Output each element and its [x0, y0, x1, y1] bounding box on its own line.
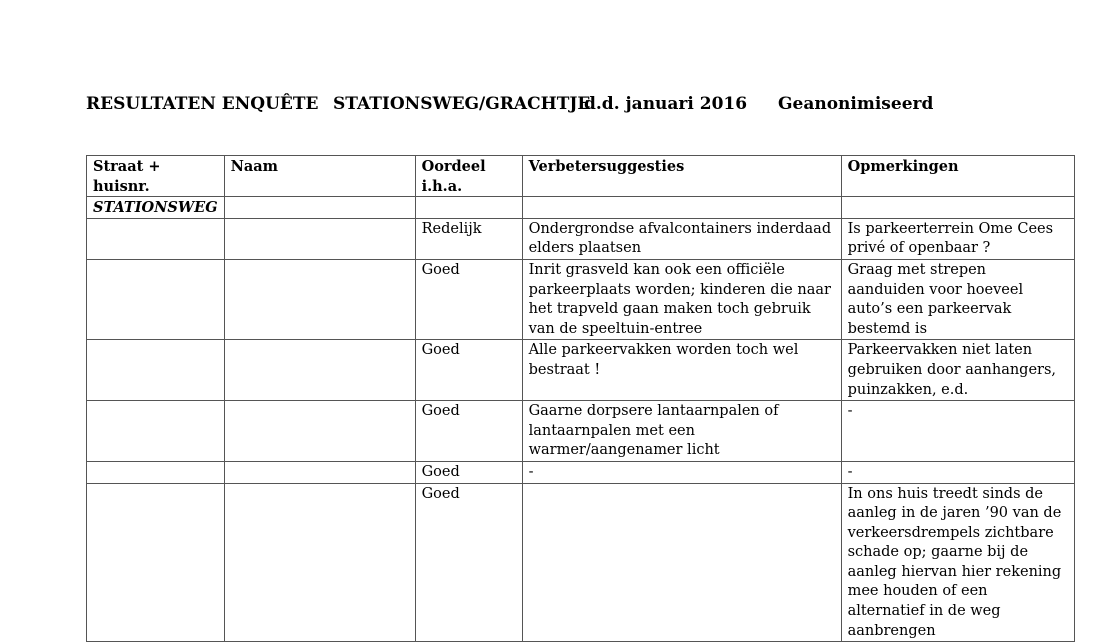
column-header-oordeel: Oordeel i.h.a.: [415, 156, 522, 197]
cell-oordeel: Redelijk: [415, 218, 522, 259]
cell-verbetersuggesties: Ondergrondse afvalcontainers inderdaad elders plaatsen: [522, 218, 841, 259]
table-row: [87, 340, 1075, 401]
empty-cell: [522, 197, 841, 219]
cell-oordeel: Goed: [415, 483, 522, 642]
cell-naam: [224, 218, 415, 259]
table-row: [87, 401, 1075, 462]
cell-opmerkingen: -: [841, 401, 1074, 462]
document-status: Geanonimiseerd: [778, 94, 934, 114]
section-row: [87, 197, 1075, 219]
table-header-row: [87, 156, 1075, 197]
cell-naam: [224, 401, 415, 462]
empty-cell: [841, 197, 1074, 219]
table-row: [87, 218, 1075, 259]
cell-oordeel: Goed: [415, 259, 522, 339]
cell-oordeel: Goed: [415, 340, 522, 401]
cell-straat: [87, 401, 225, 462]
document-date: d.d. januari 2016: [584, 94, 748, 114]
section-label: STATIONSWEG: [87, 197, 225, 219]
cell-opmerkingen: Graag met strepen aanduiden voor hoeveel auto’s een parkeervak bestemd is: [841, 259, 1074, 339]
cell-naam: [224, 340, 415, 401]
document-street: STATIONSWEG/GRACHTJE: [333, 94, 591, 114]
cell-opmerkingen: In ons huis treedt sinds de aanleg in de jaren ’90 van de verkeersdrempels zichtbare schade op; gaarne bij de aanleg hiervan hier rekening mee houden of een alternatief in de weg aanbrengen: [841, 483, 1074, 642]
cell-straat: [87, 483, 225, 642]
cell-oordeel: Goed: [415, 401, 522, 462]
cell-verbetersuggesties: Inrit grasveld kan ook een officiële parkeerplaats worden; kinderen die naar het trapveld gaan maken toch gebruik van de speeltuin-entree: [522, 259, 841, 339]
column-header-verbetersuggesties: Verbetersuggesties: [522, 156, 841, 197]
empty-cell: [224, 197, 415, 219]
cell-opmerkingen: Parkeervakken niet laten gebruiken door aanhangers, puinzakken, e.d.: [841, 340, 1074, 401]
cell-oordeel: Goed: [415, 461, 522, 483]
document-title: RESULTATEN ENQUÊTE: [86, 94, 319, 114]
cell-straat: [87, 259, 225, 339]
column-header-straat: Straat + huisnr.: [87, 156, 225, 197]
cell-straat: [87, 461, 225, 483]
column-header-naam: Naam: [224, 156, 415, 197]
cell-naam: [224, 483, 415, 642]
column-header-opmerkingen: Opmerkingen: [841, 156, 1074, 197]
cell-verbetersuggesties: -: [522, 461, 841, 483]
cell-straat: [87, 218, 225, 259]
table-row: [87, 461, 1075, 483]
cell-naam: [224, 259, 415, 339]
table-row: [87, 259, 1075, 339]
cell-straat: [87, 340, 225, 401]
empty-cell: [415, 197, 522, 219]
cell-opmerkingen: Is parkeerterrein Ome Cees privé of openbaar ?: [841, 218, 1074, 259]
cell-opmerkingen: -: [841, 461, 1074, 483]
cell-naam: [224, 461, 415, 483]
cell-verbetersuggesties: Alle parkeervakken worden toch wel bestraat !: [522, 340, 841, 401]
cell-verbetersuggesties: Gaarne dorpsere lantaarnpalen of lantaarnpalen met een warmer/aangenamer licht: [522, 401, 841, 462]
cell-verbetersuggesties: [522, 483, 841, 642]
table-row: [87, 483, 1075, 642]
survey-results-table: [86, 155, 1075, 642]
